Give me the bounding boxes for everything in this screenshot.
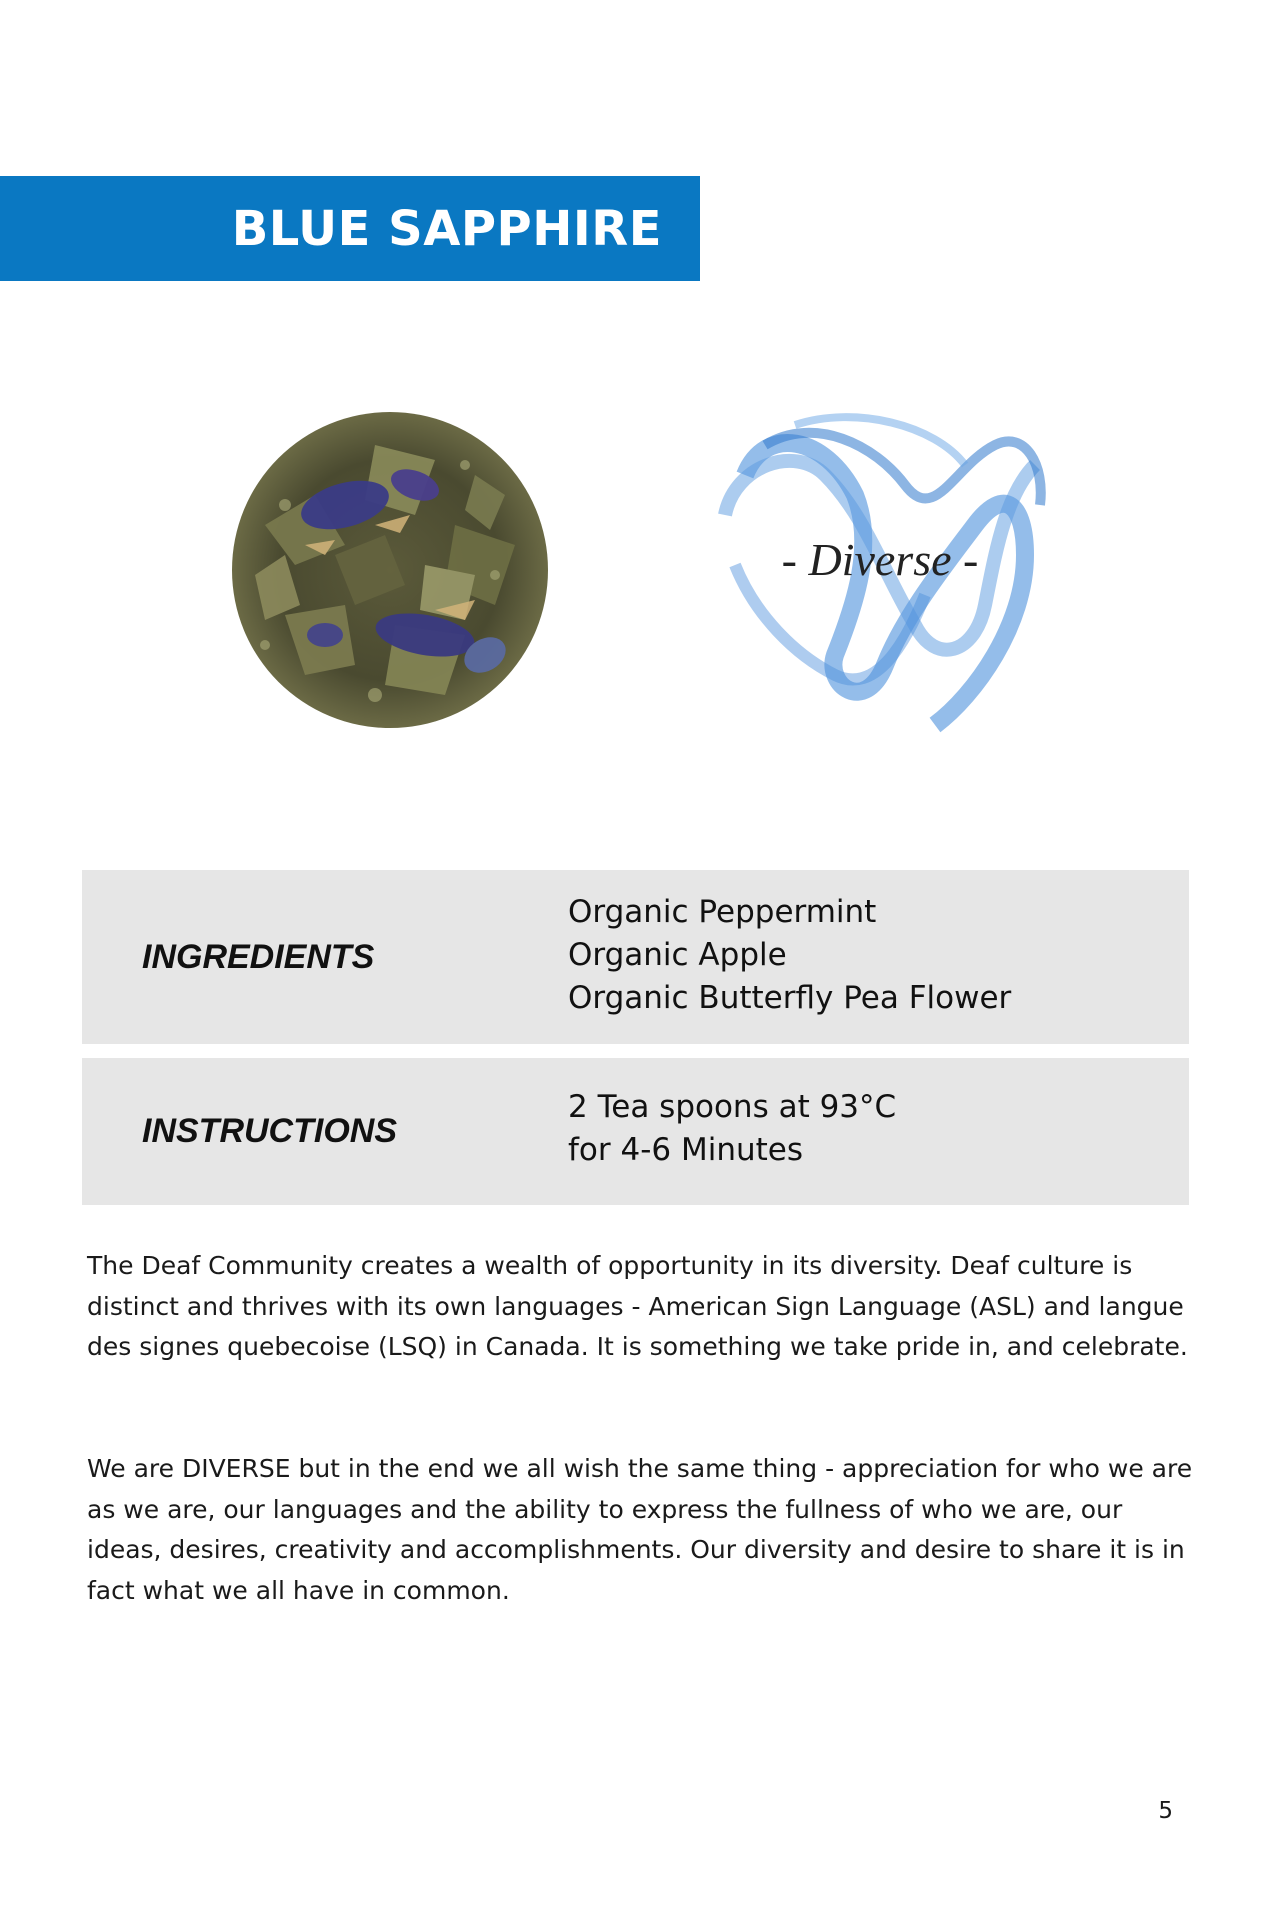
ingredients-label: INGREDIENTS bbox=[142, 938, 375, 976]
ingredient-item: Organic Apple bbox=[568, 937, 787, 973]
body-paragraph: The Deaf Community creates a wealth of opportunity in its diversity. Deaf culture is distinct and thrives with its own languages - American Sign Language (ASL) and langue des signes quebecoise (LSQ) in Canada. It is something we take pride in, and celebrate. bbox=[87, 1251, 1188, 1361]
loose-leaf-tea-image bbox=[225, 405, 555, 735]
diverse-logo bbox=[705, 405, 1055, 735]
instructions-label: INSTRUCTIONS bbox=[142, 1112, 397, 1150]
page-title: BLUE SAPPHIRE bbox=[231, 200, 662, 257]
instructions-list bbox=[568, 1086, 896, 1172]
body-paragraph: We are DIVERSE but in the end we all wish the same thing - appreciation for who we are as we are, our languages and the ability to express the fullness of who we are, our ideas, desires, creativity and accomplishments. Our diversity and desire to share it is in fact what we all have in common. bbox=[87, 1454, 1193, 1605]
title-banner bbox=[0, 176, 700, 281]
ingredients-list bbox=[568, 891, 1011, 1020]
page-number: 5 bbox=[1158, 1798, 1173, 1824]
instructions-row bbox=[82, 1058, 1189, 1205]
diverse-logo-text: - Diverse - bbox=[781, 534, 979, 585]
ingredients-row bbox=[82, 870, 1189, 1044]
instruction-line: 2 Tea spoons at 93°C bbox=[568, 1089, 897, 1125]
instruction-line: for 4-6 Minutes bbox=[568, 1132, 803, 1168]
ingredient-item: Organic Butterfly Pea Flower bbox=[568, 980, 1012, 1016]
ingredient-item: Organic Peppermint bbox=[568, 894, 877, 930]
